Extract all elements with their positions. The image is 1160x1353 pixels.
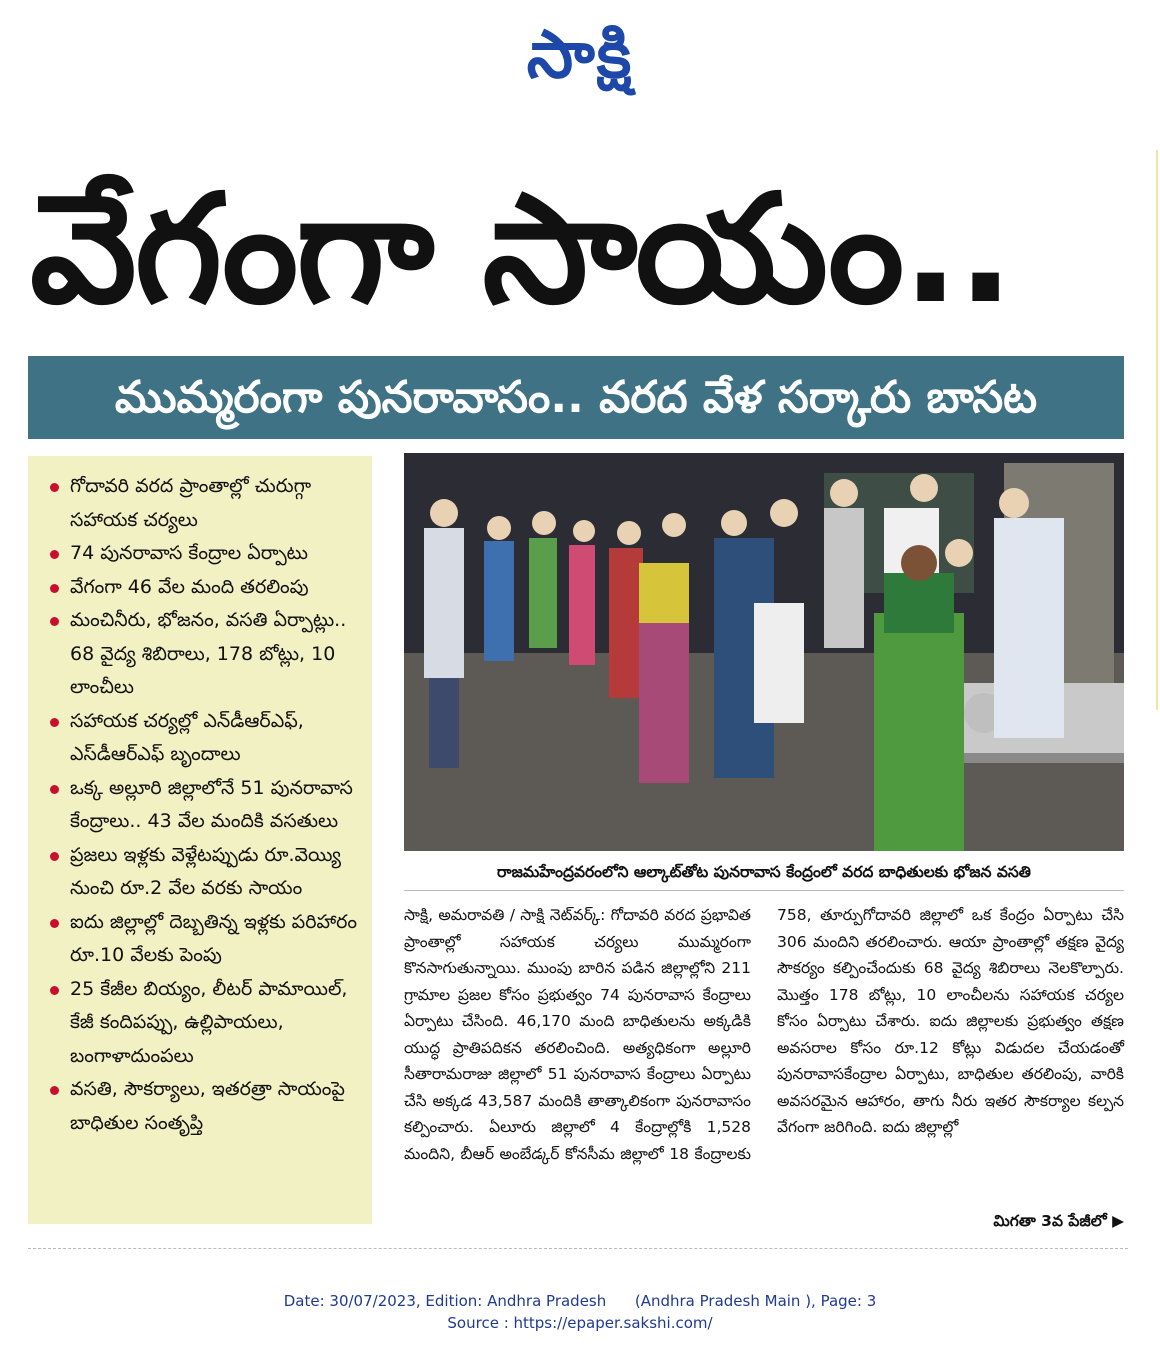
- highlight-item: ఐదు జిల్లాల్లో దెబ్బతిన్న ఇళ్లకు పరిహారం రూ.10 వేలకు పెంపు: [48, 906, 362, 973]
- article-text: సాక్షి, అమరావతి / సాక్షి నెట్‌వర్క్: గోదావరి వరద ప్రభావిత ప్రాంతాల్లో సహాయక చర్యలు ముమ్మరంగా కొనసాగుతున్నాయి. ముంపు బారిన పడిన జిల్లాల్లోని 211 గ్రామాల ప్రజల కోసం ప్రభుత్వం 74 పునరావాస కేంద్రాలు ఏర్పాటు చేసింది. 46,170 మంది బాధితులను అక్కడికి యుద్ధ ప్రాతిపదికన తరలించింది. అత్యధికంగా అల్లూరి సీతారామరాజు జిల్లాలో 51 పునరావాస కేంద్రాలు ఏర్పాటు చేసి అక్కడ 43,587 మందికి తాత్కాలికంగా పునరావాసం కల్పించారు. ఏలూరు జిల్లాలో 4 కేంద్రాల్లోకి 1,528 మందిని, బీఆర్ అంబేడ్కర్ కోనసీమ జిల్లాలో 18 కేంద్రాలకు 758, తూర్పుగోదావరి జిల్లాలో ఒక కేంద్రం ఏర్పాటు చేసి 306 మందిని తరలించారు. ఆయా ప్రాంతాల్లో తక్షణ వైద్య సౌకర్యం కల్పించేందుకు 68 వైద్య శిబిరాలు నెలకొల్పారు. మొత్తం 178 బోట్లు, 10 లాంచీలను సహాయక చర్యల కోసం ఏర్పాటు చేశారు. ఐదు జిల్లాలకు ప్రభుత్వం తక్షణ అవసరాల కోసం రూ.12 కోట్లు విడుదల చేయడంతో పునరావాసకేంద్రాల ఏర్పాటు, బాధితుల తరలింపు, వారికి అవసరమైన ఆహారం, తాగు నీరు ఇతర సౌకర్యాల కల్పన వేగంగా జరిగింది. ఐదు జిల్లాల్లో: [404, 906, 1124, 1163]
- subheadline-bar: [28, 356, 1124, 439]
- sakshi-logo: సాక్షి: [526, 16, 634, 93]
- footer-date-line: Date: 30/07/2023, Edition: Andhra Pradesh (Andhra Pradesh Main ), Page: 3: [283, 1292, 877, 1310]
- highlight-item: వేగంగా 46 వేల మంది తరలింపు: [48, 571, 362, 605]
- column-rule: [1156, 150, 1158, 710]
- continued-link[interactable]: మిగతా 3వ పేజీలో ▶: [993, 1212, 1124, 1230]
- photo-caption: రాజమహేంద్రవరంలోని ఆల్కాట్‌తోట పునరావాస కేంద్రంలో వరద బాధితులకు భోజన వసతి: [497, 863, 1031, 881]
- highlights-list: [28, 456, 372, 1140]
- caption-divider: [404, 890, 1124, 891]
- highlight-item: సహాయక చర్యల్లో ఎన్‌డీఆర్‌ఎఫ్, ఎస్‌డీఆర్‌ఎఫ్ బృందాలు: [48, 705, 362, 772]
- page-divider: [28, 1248, 1128, 1249]
- highlight-item: 25 కేజీల బియ్యం, లీటర్ పామాయిల్, కేజీ కందిపప్పు, ఉల్లిపాయలు, బంగాళాదుంపలు: [48, 973, 362, 1074]
- highlight-item: గోదావరి వరద ప్రాంతాల్లో చురుగ్గా సహాయక చర్యలు: [48, 470, 362, 537]
- highlight-item: ప్రజలు ఇళ్లకు వెళ్లేటప్పుడు రూ.వెయ్యి నుంచి రూ.2 వేల వరకు సాయం: [48, 839, 362, 906]
- highlight-item: ఒక్క అల్లూరి జిల్లాలోనే 51 పునరావాస కేంద్రాలు.. 43 వేల మందికి వసతులు: [48, 772, 362, 839]
- article-body: [404, 902, 1124, 1232]
- relief-camp-photo: [404, 453, 1124, 851]
- highlight-item: వసతి, సౌకర్యాలు, ఇతరత్రా సాయంపై బాధితుల సంతృప్తి: [48, 1073, 362, 1140]
- headline: వేగంగా సాయం..: [30, 163, 1013, 337]
- highlight-item: 74 పునరావాస కేంద్రాల ఏర్పాటు: [48, 537, 362, 571]
- footer: [0, 1290, 1160, 1334]
- subheadline: ముమ్మరంగా పునరావాసం.. వరద వేళ సర్కారు బాసట: [114, 372, 1038, 423]
- photo-illustration: [404, 453, 1124, 851]
- highlights-box: [28, 456, 372, 1224]
- highlight-item: మంచినీరు, భోజనం, వసతి ఏర్పాట్లు.. 68 వైద్య శిబిరాలు, 178 బోట్లు, 10 లాంచీలు: [48, 604, 362, 705]
- footer-source-line[interactable]: Source : https://epaper.sakshi.com/: [447, 1314, 713, 1332]
